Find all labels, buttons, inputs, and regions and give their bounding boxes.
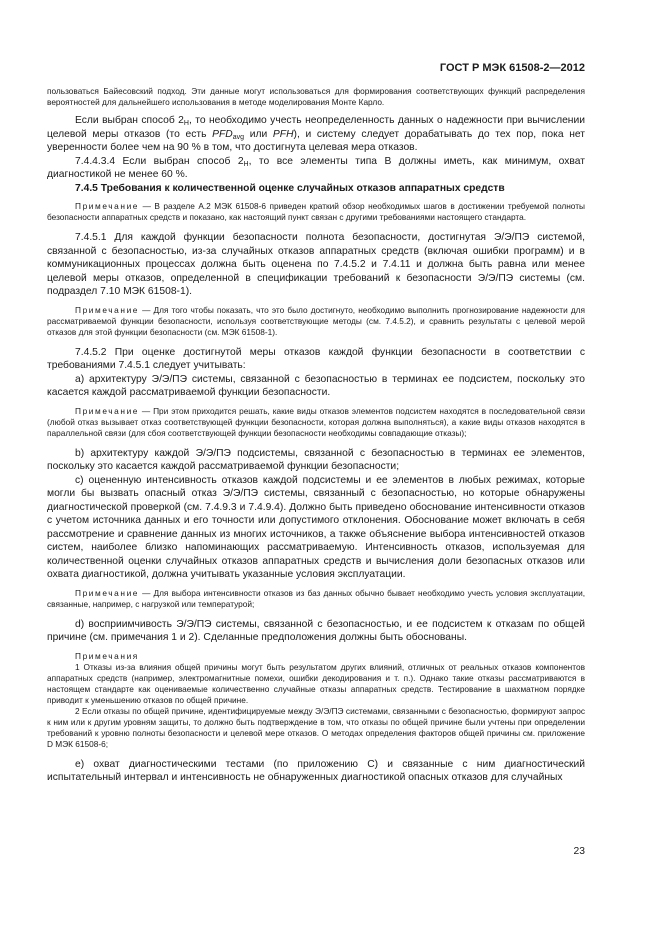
- document-code-header: ГОСТ Р МЭК 61508-2—2012: [439, 62, 585, 74]
- paragraph-7-4-5-1: 7.4.5.1 Для каждой функции безопасности полнота безопасности, достигнутая Э/Э/ПЭ системой, связанной с безопасностью, из-за случайных отказов аппаратных средств (включая ошибки программ) и в коммуникационных процессах должна быть оценена по 7.4.5.2 и 7.4.11 и должна быть равна или менее целевой меры отказов, определенной в спецификации требований к безопасности Э/Э/ПЭ системы (см. подраздел 7.10 МЭК 61508-1).: [47, 232, 585, 297]
- note-7-4-5-1: Примечание — Для того чтобы показать, что это было достигнуто, необходимо выполнить прогнозирование надежности для рассматриваемой функции безопасности, используя соответствующие методы (см. 7.4.5.2), и сравнить результаты с целевой мерой отказов для этой функции безопасности (см. МЭК 61508-1).: [47, 304, 585, 337]
- section-heading-7-4-5: 7.4.5 Требования к количественной оценке случайных отказов аппаратных средств: [75, 182, 505, 194]
- notes-label: Примечания: [75, 650, 139, 661]
- page-body: [47, 86, 585, 785]
- page-number: 23: [573, 846, 585, 857]
- paragraph-7-4-5-2: 7.4.5.2 При оценке достигнутой меры отказов каждой функции безопасности в соответствии с требованиями 7.4.5.1 следует учитывать:: [47, 346, 585, 371]
- list-item-a: а) архитектуру Э/Э/ПЭ системы, связанной с безопасностью в терминах ее подсистем, поскольку это касается каждой рассматриваемой функции безопасности.: [47, 373, 585, 398]
- list-item-b: b) архитектуру каждой Э/Э/ПЭ подсистемы, связанной с безопасностью в терминах ее элементов, поскольку это касается каждой рассматриваемой функции безопасности;: [47, 447, 585, 472]
- list-item-c: с) оцененную интенсивность отказов каждой подсистемы и ее элементов в любых режимах, которые могли бы вызвать опасный отказ Э/Э/ПЭ системы, связанный с безопасностью, но которые обнаружены диагностической проверкой (см. 7.4.9.3 и 7.4.9.4). Должно быть приведено обоснование интенсивности отказов с учетом источника данных и его точности или допустимого отклонения. Обоснование может включать в себя рассмотрение и сравнение данных из многих источников, а также объяснение выбора интенсивностей отказов систем, наиболее близко напоминающих рассматриваемую. Интенсивность отказов, используемая для количественной оценки случайных отказов аппаратных средств и вычисления доли безопасных отказов или охвата диагностикой, должна учитывать указанные условия эксплуатации.: [47, 474, 585, 580]
- paragraph-bayes: пользоваться Байесовский подход. Эти данные могут использоваться для формирования соответствующих функций распределения вероятностей для дальнейшего использования в методе моделирования Монте Карло.: [47, 86, 585, 107]
- note-2-common-cause: 2 Если отказы по общей причине, идентифицируемые между Э/Э/ПЭ системами, связанными с безопасностью, формируют запрос к ним или к другим уровням защиты, то должно быть подтверждение в том, что отказы по общей причине были учтены при определении требований к уровню полноты безопасности и целевой мере отказов. О методах определения факторов общей причины см. приложение D МЭК 61508-6;: [47, 705, 585, 749]
- list-item-d: d) восприимчивость Э/Э/ПЭ системы, связанной с безопасностью, и ее подсистем к отказам по общей причине (см. примечания 1 и 2). Сделанные предположения должны быть обоснованы.: [47, 618, 585, 643]
- note-item-c: Примечание — Для выбора интенсивности отказов из баз данных обычно бывает необходимо учесть условия эксплуатации, связанные, например, с нагрузкой или температурой;: [47, 587, 586, 609]
- list-item-e: е) охват диагностическими тестами (по приложению С) и связанные с ним диагностический испытательный интервал и интенсивность не обнаруженных диагностикой опасных отказов для случайных: [47, 758, 585, 783]
- paragraph-route-2h: Если выбран способ $2_H$, то необходимо учесть неопределенность данных о надежности при вычислении целевой меры отказов (то есть $PFD_{avg}$ или PFH), и систему следует дорабатывать до тех пор, пока нет уверенности более чем на 90 % в том, что достигнута целевая мера отказов.: [47, 115, 586, 153]
- note-1-common-cause: 1 Отказы из-за влияния общей причины могут быть результатом других влияний, отличных от реальных отказов компонентов аппаратных средств (например, электромагнитные помехи, ошибки декодирования и т. п.). Однако такие отказы рассматриваются в настоящем стандарте как оцениваемые количественно случайные отказы аппаратных средств. Тестирование в шахматном порядке приводит к уменьшению отказов по общей причине.: [47, 661, 585, 705]
- note-item-a: Примечание — При этом приходится решать, какие виды отказов элементов подсистем находятся в последовательной связи (любой отказ вызывает отказ соответствующей функции безопасности, которая должна выполняться), а какие виды отказов находятся в параллельной связи (для сбоя соответствующей функции безопасности необходимы совпадающие отказы);: [47, 405, 585, 438]
- paragraph-7-4-4-3-4: 7.4.4.3.4 Если выбран способ $2_H$, то все элементы типа B должны иметь, как минимум, охват диагностикой не менее 60 %.: [47, 155, 585, 180]
- note-7-4-5: Примечание — В разделе А.2 МЭК 61508-6 приведен краткий обзор необходимых шагов в достижении требуемой полноты безопасности аппаратных средств и показано, как настоящий пункт связан с другими требованиями настоящего стандарта.: [47, 201, 586, 222]
